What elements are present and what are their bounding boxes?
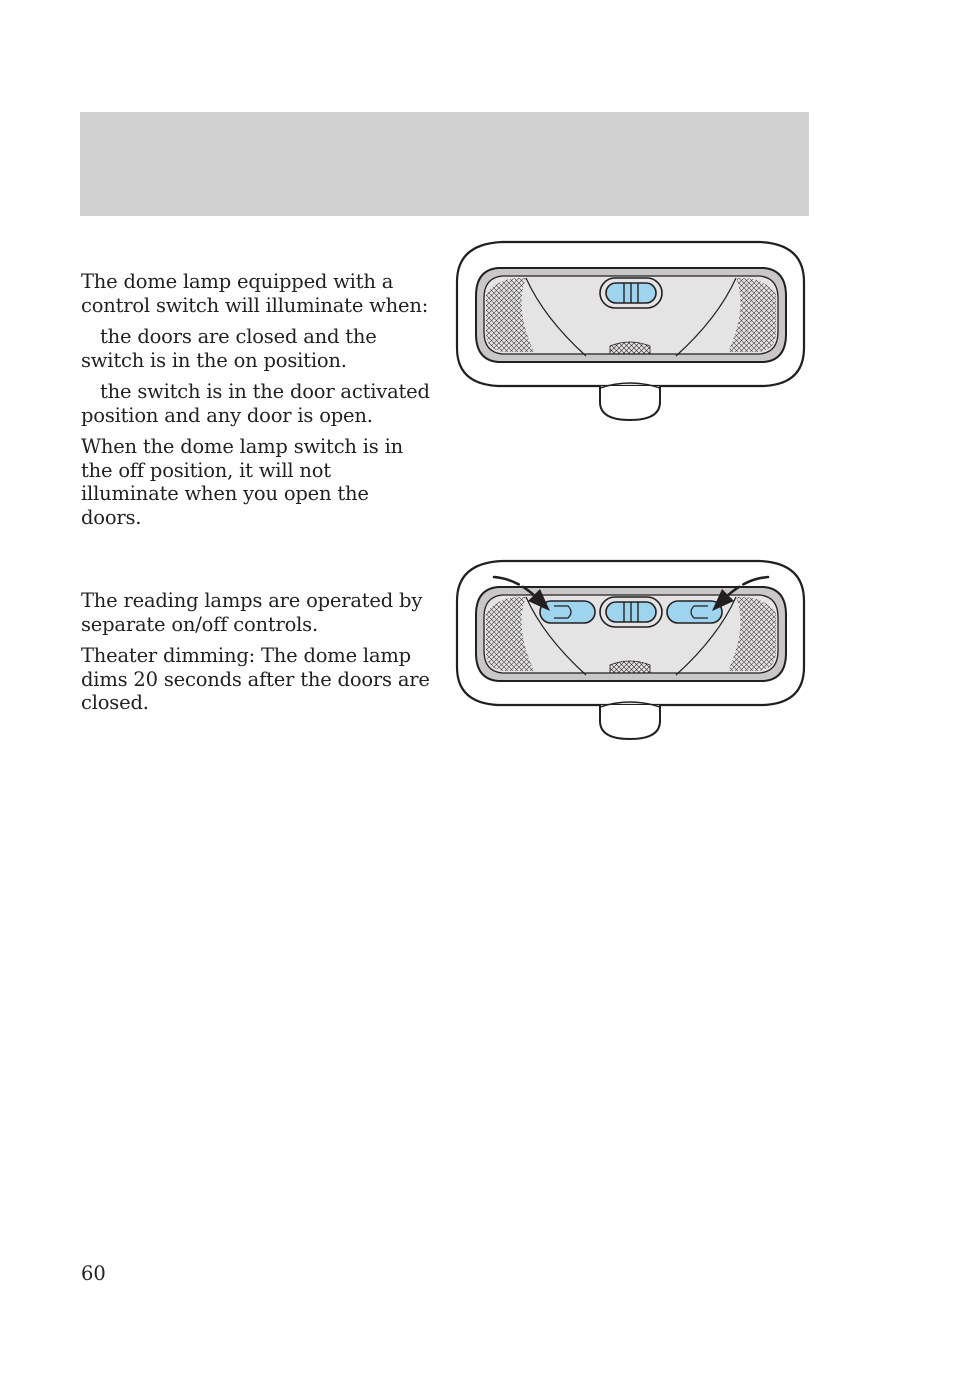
mount-tab <box>600 386 660 420</box>
theater-dimming-description: Theater dimming: The dome lamp dims 20 seconds after the doors are closed. <box>81 644 430 714</box>
right-reading-lamp-switch <box>667 601 722 623</box>
reading-lamps-illustration <box>454 557 808 742</box>
dome-lamp-text-block <box>81 270 433 537</box>
dome-lamp-off-note: When the dome lamp switch is in the off position, it will not illuminate when you open the doors. <box>81 435 404 529</box>
section-header-band <box>80 112 809 216</box>
left-reading-lamp-switch <box>540 601 595 623</box>
dome-lamp-intro: The dome lamp equipped with a control switch will illuminate when: <box>81 270 429 317</box>
dome-lamp-condition-doors-closed: the doors are closed and the switch is in the on position. <box>81 325 377 372</box>
dome-lamp-condition-door-activated: the switch is in the door activated position and any door is open. <box>81 380 430 427</box>
reading-lamps-description: The reading lamps are operated by separate on/off controls. <box>81 589 423 636</box>
page-number: 60 <box>81 1262 106 1285</box>
dome-lamp-illustration <box>454 238 808 423</box>
reading-lamps-text-block <box>81 589 433 723</box>
mount-tab <box>600 705 660 739</box>
